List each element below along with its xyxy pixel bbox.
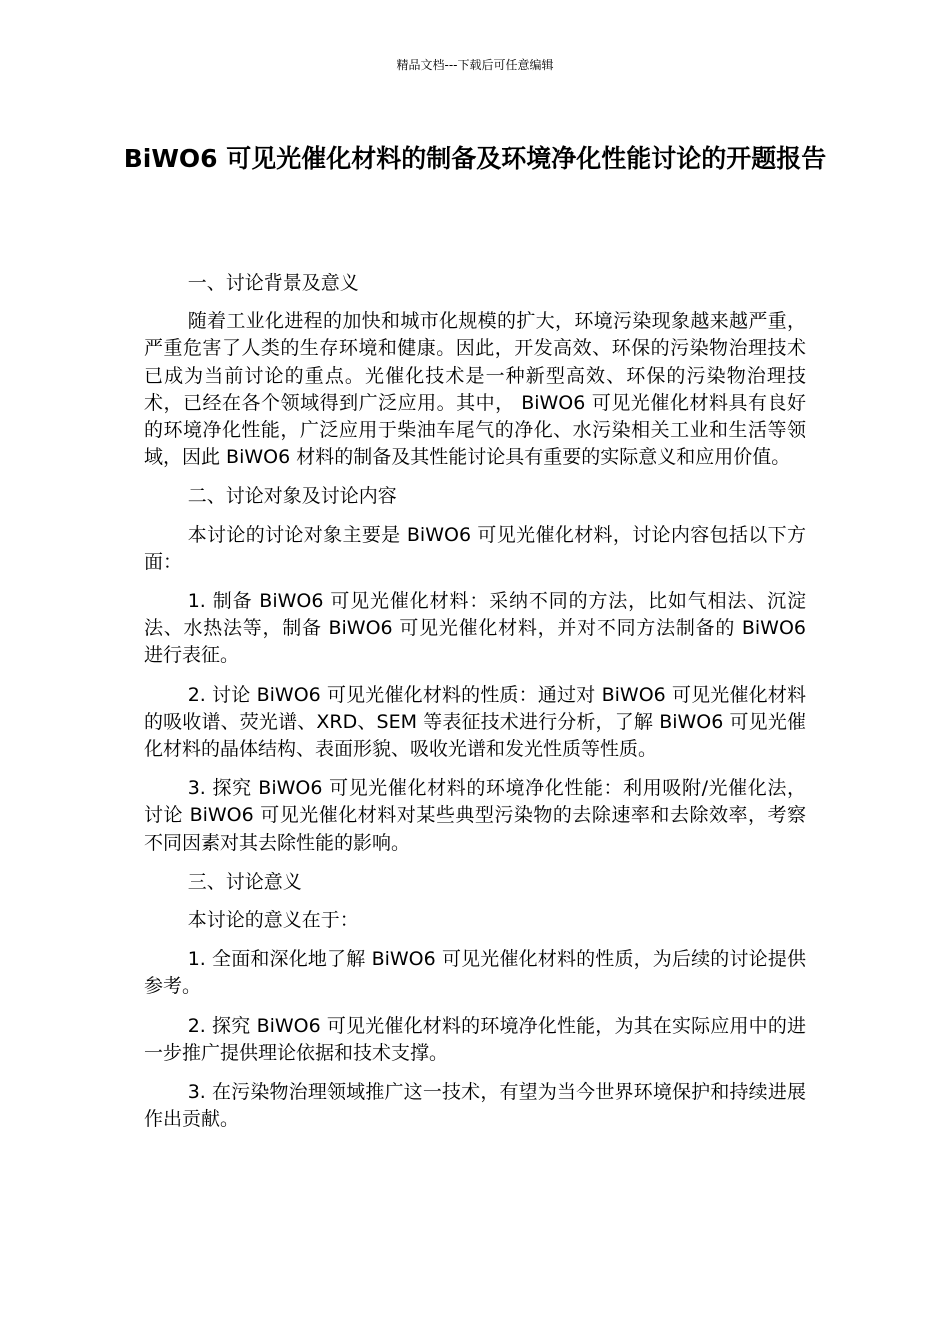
document-title: BiWO6 可见光催化材料的制备及环境净化性能讨论的开题报告 <box>123 144 827 173</box>
paragraph-significance-intro: 本讨论的意义在于： <box>187 909 359 932</box>
header-note: 精品文档---下载后可任意编辑 <box>396 58 554 72</box>
list-item-significance-1: 1. 全面和深化地了解 BiWO6 可见光催化材料的性质，为后续的讨论提供参考。 <box>144 948 806 998</box>
list-item-purification: 3. 探究 BiWO6 可见光催化材料的环境净化性能：利用吸附/光催化法，讨论 BiWO6 可见光催化材料对某些典型污染物的去除速率和去除效率，考察不同因素对其去除性能的影响。 <box>144 777 806 854</box>
list-item-significance-2: 2. 探究 BiWO6 可见光催化材料的环境净化性能，为其在实际应用中的进一步推广提供理论依据和技术支撑。 <box>144 1014 806 1064</box>
list-item-preparation: 1. 制备 BiWO6 可见光催化材料：采纳不同的方法，比如气相法、沉淀法、水热法等，制备 BiWO6 可见光催化材料，并对不同方法制备的 BiWO6 进行表征。 <box>144 590 806 667</box>
list-item-significance-3: 3. 在污染物治理领域推广这一技术，有望为当今世界环境保护和持续进展作出贡献。 <box>144 1081 806 1131</box>
document-body <box>144 270 806 1145</box>
paragraph-content-intro: 本讨论的讨论对象主要是 BiWO6 可见光催化材料，讨论内容包括以下方面： <box>144 523 806 573</box>
list-item-properties: 2. 讨论 BiWO6 可见光催化材料的性质：通过对 BiWO6 可见光催化材料的吸收谱、荧光谱、XRD、SEM 等表征技术进行分析，了解 BiWO6 可见光催化材料的晶体结构、表面形貌、吸收光谱和发光性质等性质。 <box>144 683 806 761</box>
paragraph-background: 随着工业化进程的加快和城市化规模的扩大，环境污染现象越来越严重，严重危害了人类的生存环境和健康。因此，开发高效、环保的污染物治理技术已成为当前讨论的重点。光催化技术是一种新型高效、环保的污染物治理技术，已经在各个领域得到广泛应用。其中， BiWO6 可见光催化材料具有良好的环境净化性能，广泛应用于柴油车尾气的净化、水污染相关工业和生活等领域，因此 BiWO6 材料的制备及其性能讨论具有重要的实际意义和应用价值。 <box>144 310 806 469</box>
section-heading-background: 一、讨论背景及意义 <box>187 272 359 294</box>
section-heading-significance: 三、讨论意义 <box>187 870 302 893</box>
section-heading-content: 二、讨论对象及讨论内容 <box>187 485 397 508</box>
